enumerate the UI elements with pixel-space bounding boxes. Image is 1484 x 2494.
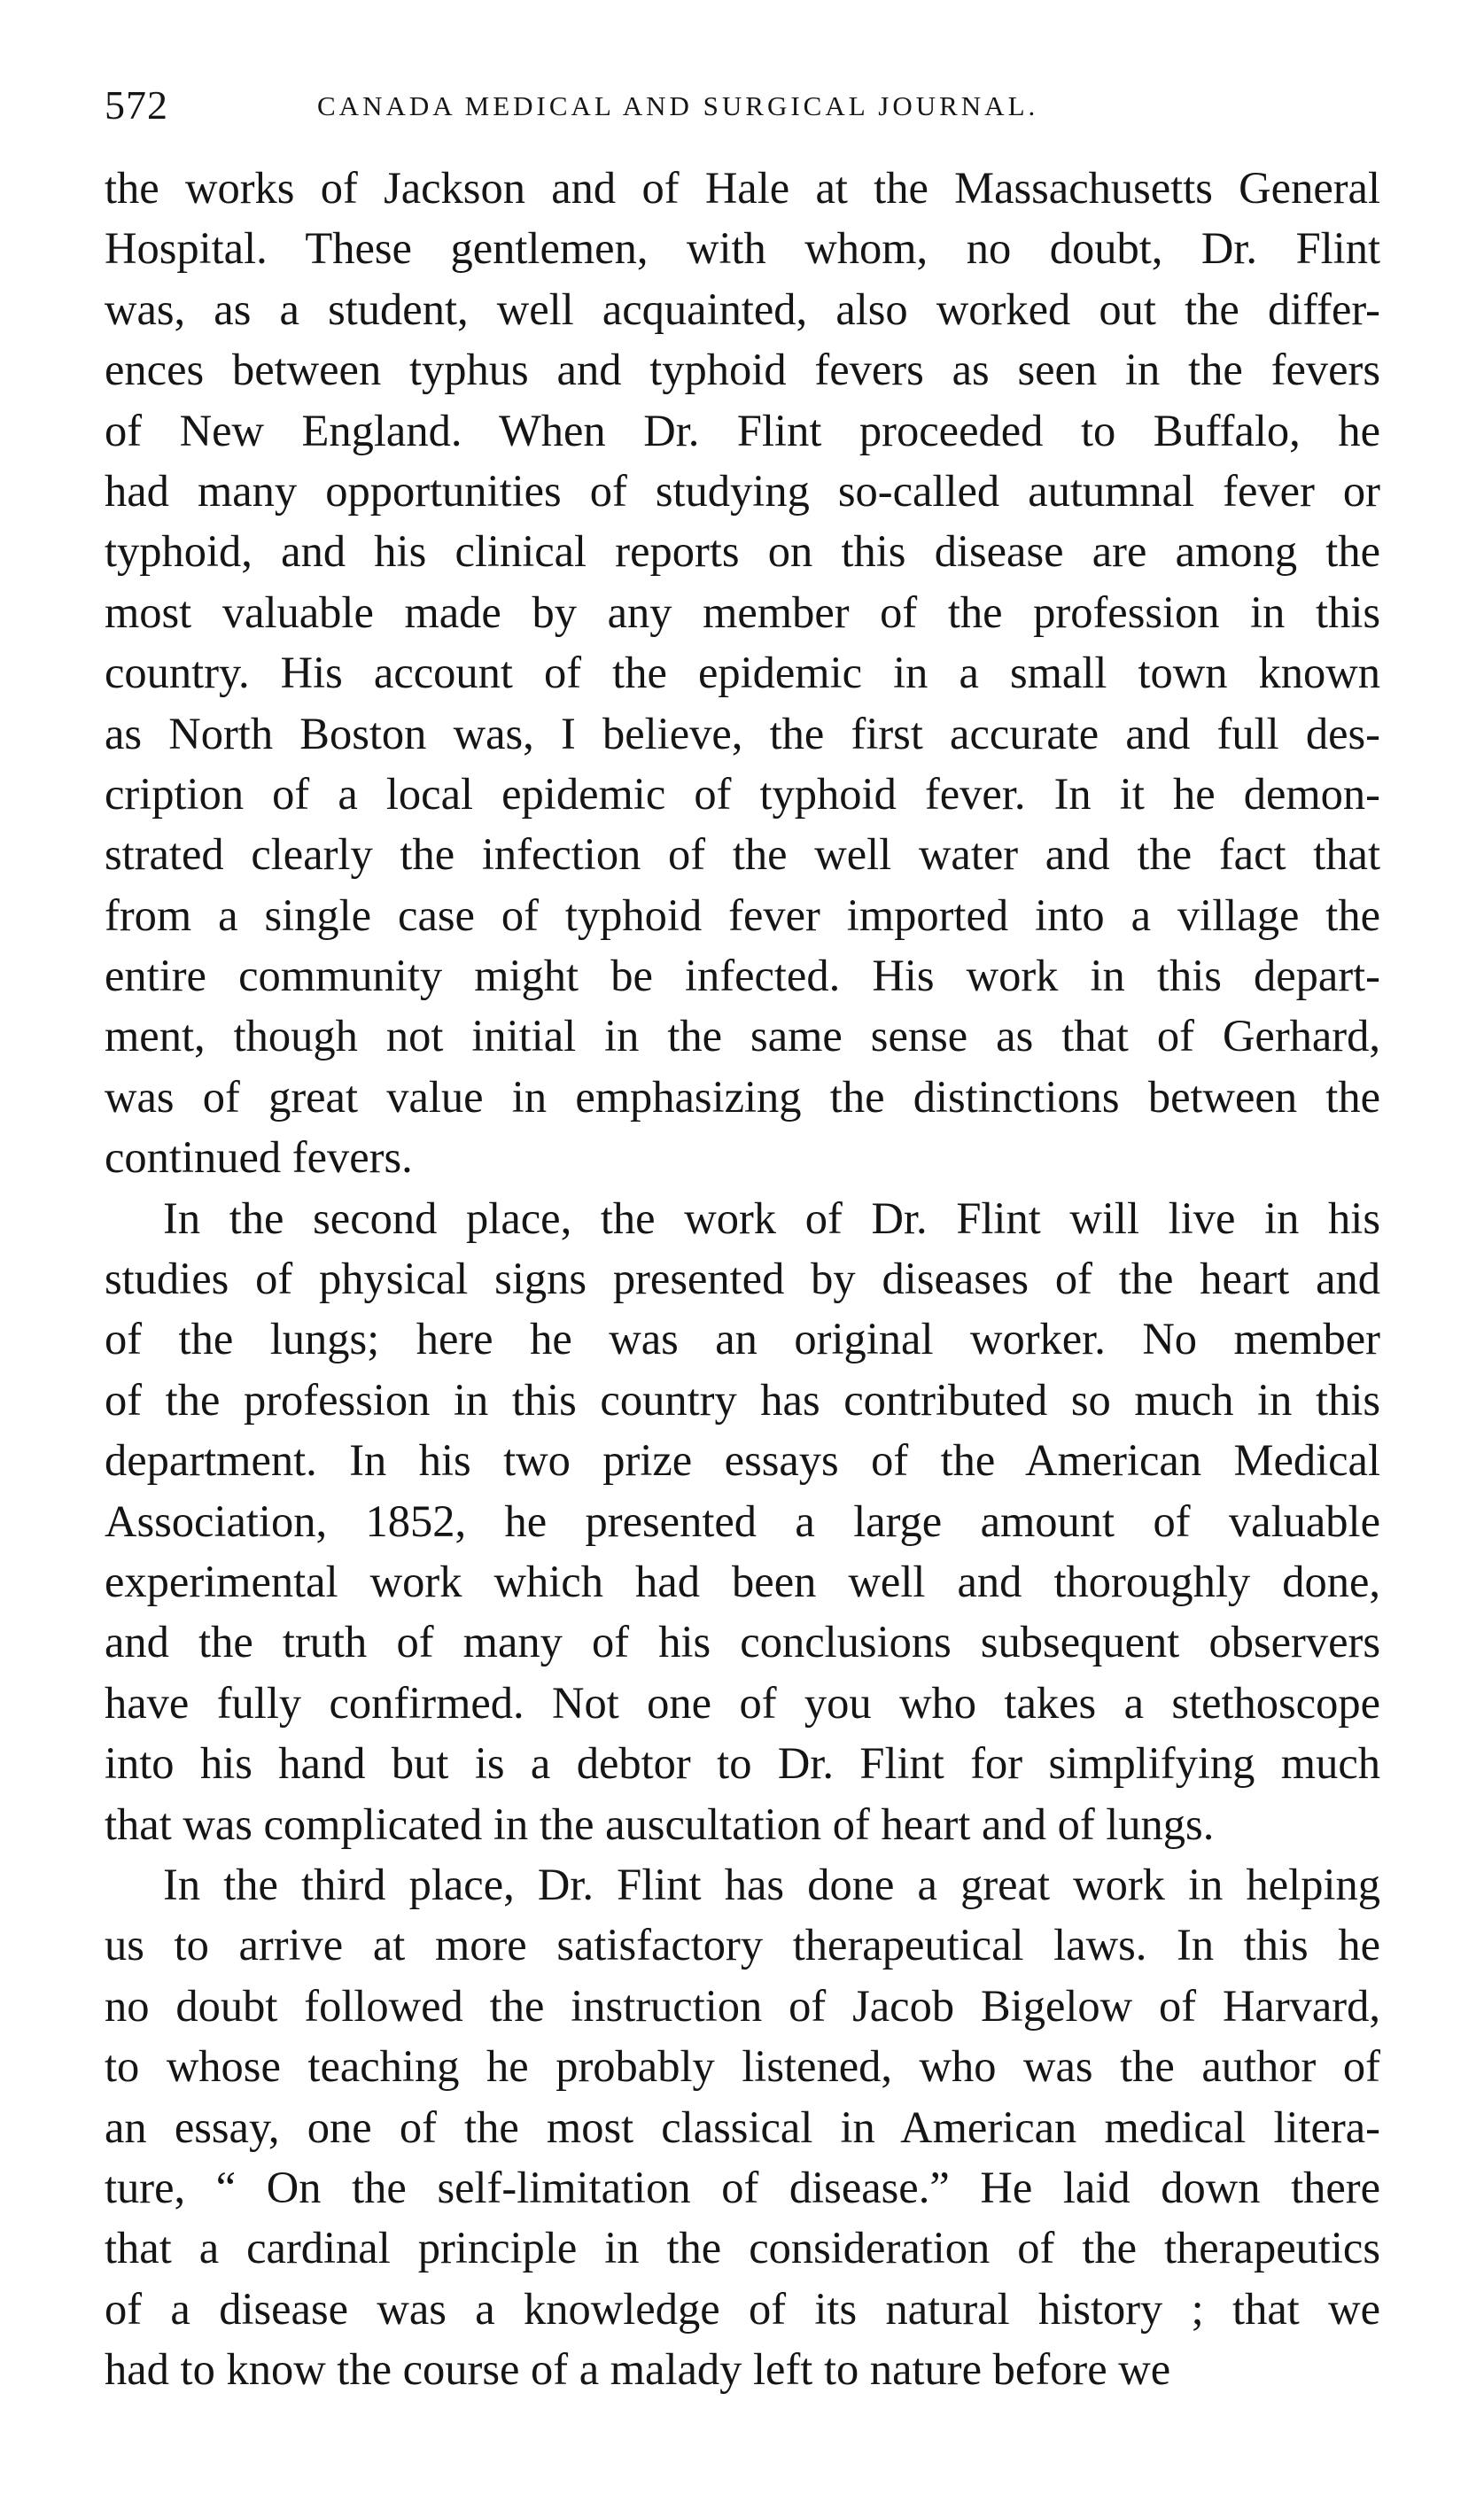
text-line: of the lungs; here he was an original worker. No member xyxy=(105,1314,1380,1364)
text-line: of a disease was a knowledge of its natural history ; that we xyxy=(105,2283,1380,2334)
text-line: had many opportunities of studying so-called autumnal fever or xyxy=(105,465,1380,516)
text-line: In the second place, the work of Dr. Flint will live in his xyxy=(163,1193,1380,1243)
text-line: most valuable made by any member of the profession in this xyxy=(105,587,1380,637)
text-line: cription of a local epidemic of typhoid fever. In it he demon- xyxy=(105,768,1380,819)
text-line: to whose teaching he probably listened, who was the author of xyxy=(105,2041,1380,2092)
text-line: was of great value in emphasizing the distinctions between the xyxy=(105,1071,1380,1122)
text-line: studies of physical signs presented by diseases of the heart and xyxy=(105,1254,1380,1304)
text-line: In the third place, Dr. Flint has done a great work in helping xyxy=(163,1859,1380,1909)
text-line: as North Boston was, I believe, the first accurate and full des- xyxy=(105,708,1380,758)
text-line: ture, “ On the self-limitation of disease.” He laid down there xyxy=(105,2162,1380,2212)
text-line: entire community might be infected. His work in this depart- xyxy=(105,951,1380,1001)
text-line: ment, though not initial in the same sense as that of Gerhard, xyxy=(105,1011,1380,1061)
text-line: have fully confirmed. Not one of you who takes a stethoscope xyxy=(105,1677,1380,1728)
text-line: ences between typhus and typhoid fevers as seen in the fevers xyxy=(105,345,1380,395)
text-line: that was complicated in the auscultation of heart and of lungs. xyxy=(105,1799,1215,1849)
text-line: of New England. When Dr. Flint proceeded to Buffalo, he xyxy=(105,405,1380,455)
page-number: 572 xyxy=(105,82,168,128)
text-line: that a cardinal principle in the consideration of the therapeutics xyxy=(105,2223,1380,2273)
text-line: typhoid, and his clinical reports on this disease are among the xyxy=(105,526,1380,577)
text-line: an essay, one of the most classical in American medical litera- xyxy=(105,2102,1380,2152)
text-line: Association, 1852, he presented a large amount of valuable xyxy=(105,1496,1380,1546)
text-line: Hospital. These gentlemen, with whom, no doubt, Dr. Flint xyxy=(105,223,1380,274)
paragraph xyxy=(105,1854,1380,2400)
text-line: us to arrive at more satisfactory therapeutical laws. In this he xyxy=(105,1920,1380,1970)
text-line: experimental work which had been well and thoroughly done, xyxy=(105,1556,1380,1606)
text-line: was, as a student, well acquainted, also worked out the differ- xyxy=(105,284,1380,334)
text-line: had to know the course of a malady left to nature before we xyxy=(105,2344,1171,2395)
paragraph xyxy=(105,158,1380,1188)
article-body xyxy=(105,158,1380,2399)
text-line: and the truth of many of his conclusions subsequent observers xyxy=(105,1617,1380,1667)
text-line: country. His account of the epidemic in a small town known xyxy=(105,648,1380,698)
running-head xyxy=(105,82,1371,135)
journal-title: CANADA MEDICAL AND SURGICAL JOURNAL. xyxy=(317,90,1039,121)
text-line: continued fevers. xyxy=(105,1132,413,1183)
text-line: no doubt followed the instruction of Jacob Bigelow of Harvard, xyxy=(105,1980,1380,2031)
text-line: into his hand but is a debtor to Dr. Flint for simplifying much xyxy=(105,1738,1380,1789)
text-line: of the profession in this country has contributed so much in this xyxy=(105,1374,1380,1425)
text-line: strated clearly the infection of the well water and the fact that xyxy=(105,829,1380,880)
text-line: the works of Jackson and of Hale at the Massachusetts General xyxy=(105,163,1380,213)
text-line: department. In his two prize essays of the American Medical xyxy=(105,1435,1380,1486)
text-line: from a single case of typhoid fever imported into a village the xyxy=(105,890,1380,940)
paragraph xyxy=(105,1188,1380,1854)
